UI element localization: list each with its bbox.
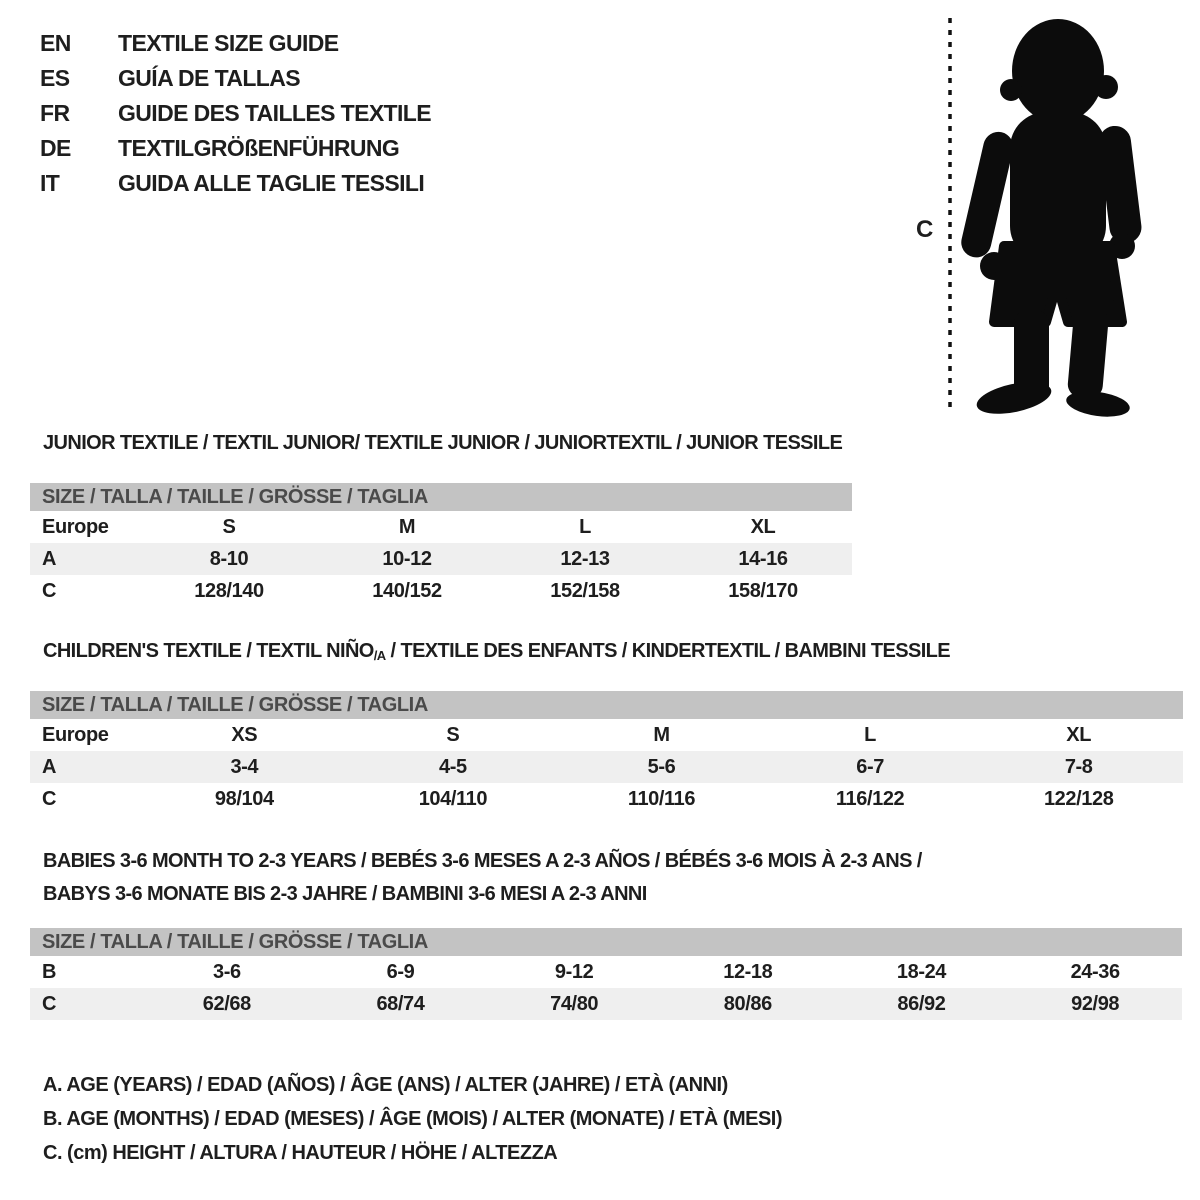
- legend-line-c: C. (cm) HEIGHT / ALTURA / HAUTEUR / HÖHE / ALTEZZA: [43, 1142, 558, 1164]
- language-row: [40, 61, 431, 96]
- babies-heading-line2: BABYS 3-6 MONATE BIS 2-3 JAHRE / BAMBINI 3-6 MESI A 2-3 ANNI: [43, 883, 647, 905]
- cell-value: 6-9: [386, 960, 415, 983]
- junior-section-heading: JUNIOR TEXTILE / TEXTIL JUNIOR/ TEXTILE JUNIOR / JUNIORTEXTIL / JUNIOR TESSILE: [43, 432, 843, 454]
- cell-value: 14-16: [674, 543, 852, 575]
- cell-value: 110/116: [627, 787, 696, 810]
- cell-value: 104/110: [418, 787, 488, 810]
- babies-size-table: [30, 928, 1182, 1020]
- language-row: [40, 166, 431, 201]
- size-header-label: SIZE / TALLA / TAILLE / GRÖSSE / TAGLIA: [30, 691, 1183, 719]
- cell-value: 62/68: [140, 988, 314, 1020]
- cell-value: L: [579, 515, 591, 538]
- children-heading-sub: /A: [373, 648, 386, 663]
- cell-value: 12-18: [723, 960, 773, 983]
- size-header-label: SIZE / TALLA / TAILLE / GRÖSSE / TAGLIA: [30, 483, 852, 511]
- language-title-list: [40, 26, 431, 201]
- table-row: [30, 751, 1183, 783]
- language-row: [40, 131, 431, 166]
- cell-value: 3-6: [212, 960, 241, 983]
- legend-line-b: B. AGE (MONTHS) / EDAD (MESES) / ÂGE (MOIS) / ALTER (MONATE) / ETÀ (MESI): [43, 1108, 783, 1130]
- language-row: [40, 26, 431, 61]
- table-row: [30, 956, 1182, 988]
- row-label: Europe: [42, 515, 109, 538]
- table-row: [30, 719, 1183, 751]
- cell-value: 140/152: [372, 579, 442, 602]
- babies-heading-line1: BABIES 3-6 MONTH TO 2-3 YEARS / BEBÉS 3-6 MESES A 2-3 AÑOS / BÉBÉS 3-6 MOIS À 2-3 ANS /: [43, 850, 922, 872]
- row-label: B: [42, 960, 57, 983]
- cell-value: 4-5: [349, 751, 558, 783]
- guide-title: GUÍA DE TALLAS: [118, 65, 300, 91]
- cell-value: L: [864, 723, 876, 746]
- language-code: FR: [40, 100, 70, 126]
- cell-value: S: [446, 723, 460, 746]
- toddler-silhouette: [958, 19, 1143, 420]
- table-row: [30, 511, 852, 543]
- size-header-label: SIZE / TALLA / TAILLE / GRÖSSE / TAGLIA: [30, 928, 1182, 956]
- cell-value: 7-8: [974, 751, 1183, 783]
- row-label: C: [42, 579, 57, 602]
- row-label: A: [30, 543, 140, 575]
- size-header-bar: [30, 483, 852, 511]
- table-row: [30, 543, 852, 575]
- language-code: DE: [40, 135, 71, 161]
- row-label: A: [30, 751, 140, 783]
- table-row: [30, 783, 1183, 815]
- table-row: [30, 988, 1182, 1020]
- table-row: [30, 575, 852, 607]
- guide-title: GUIDA ALLE TAGLIE TESSILI: [118, 170, 425, 196]
- cell-value: 68/74: [314, 988, 488, 1020]
- guide-title: GUIDE DES TAILLES TEXTILE: [118, 100, 431, 126]
- children-heading-post: / TEXTILE DES ENFANTS / KINDERTEXTIL / BAMBINI TESSILE: [385, 640, 951, 662]
- children-section-heading: [43, 640, 950, 663]
- height-measure-label: C: [916, 216, 934, 243]
- cell-value: M: [398, 515, 416, 538]
- cell-value: 122/128: [1043, 787, 1114, 810]
- cell-value: 6-7: [766, 751, 975, 783]
- junior-size-table: [30, 483, 852, 607]
- cell-value: 18-24: [896, 960, 947, 983]
- cell-value: 80/86: [661, 988, 835, 1020]
- row-label: Europe: [42, 723, 109, 746]
- children-heading-pre: CHILDREN'S TEXTILE / TEXTIL NIÑO: [43, 640, 374, 662]
- cell-value: 92/98: [1008, 988, 1182, 1020]
- language-code: EN: [40, 30, 71, 56]
- cell-value: 9-12: [554, 960, 594, 983]
- cell-value: 152/158: [550, 579, 620, 602]
- babies-section-heading: [43, 845, 922, 911]
- guide-title: TEXTILE SIZE GUIDE: [118, 30, 339, 56]
- language-row: [40, 96, 431, 131]
- cell-value: 98/104: [214, 787, 274, 810]
- language-code: ES: [40, 65, 70, 91]
- cell-value: 5-6: [557, 751, 766, 783]
- row-label: C: [42, 787, 57, 810]
- cell-value: XL: [750, 515, 776, 538]
- cell-value: M: [653, 723, 670, 746]
- legend-line-a: A. AGE (YEARS) / EDAD (AÑOS) / ÂGE (ANS) / ALTER (JAHRE) / ETÀ (ANNI): [43, 1074, 728, 1096]
- cell-value: 158/170: [728, 579, 798, 602]
- cell-value: XL: [1066, 723, 1092, 746]
- cell-value: 24-36: [1070, 960, 1120, 983]
- row-label: C: [30, 988, 140, 1020]
- size-header-bar: [30, 928, 1182, 956]
- cell-value: 3-4: [140, 751, 349, 783]
- cell-value: 74/80: [487, 988, 661, 1020]
- toddler-silhouette-figure: [900, 8, 1145, 420]
- measurement-legend: [43, 1068, 782, 1170]
- children-size-table: [30, 691, 1183, 815]
- cell-value: 10-12: [318, 543, 496, 575]
- size-header-bar: [30, 691, 1183, 719]
- cell-value: XS: [231, 723, 258, 746]
- cell-value: 128/140: [194, 579, 264, 602]
- cell-value: 116/122: [835, 787, 905, 810]
- language-code: IT: [40, 170, 60, 196]
- guide-title: TEXTILGRÖßENFÜHRUNG: [118, 135, 400, 161]
- cell-value: S: [222, 515, 236, 538]
- cell-value: 8-10: [140, 543, 318, 575]
- cell-value: 86/92: [835, 988, 1009, 1020]
- cell-value: 12-13: [496, 543, 674, 575]
